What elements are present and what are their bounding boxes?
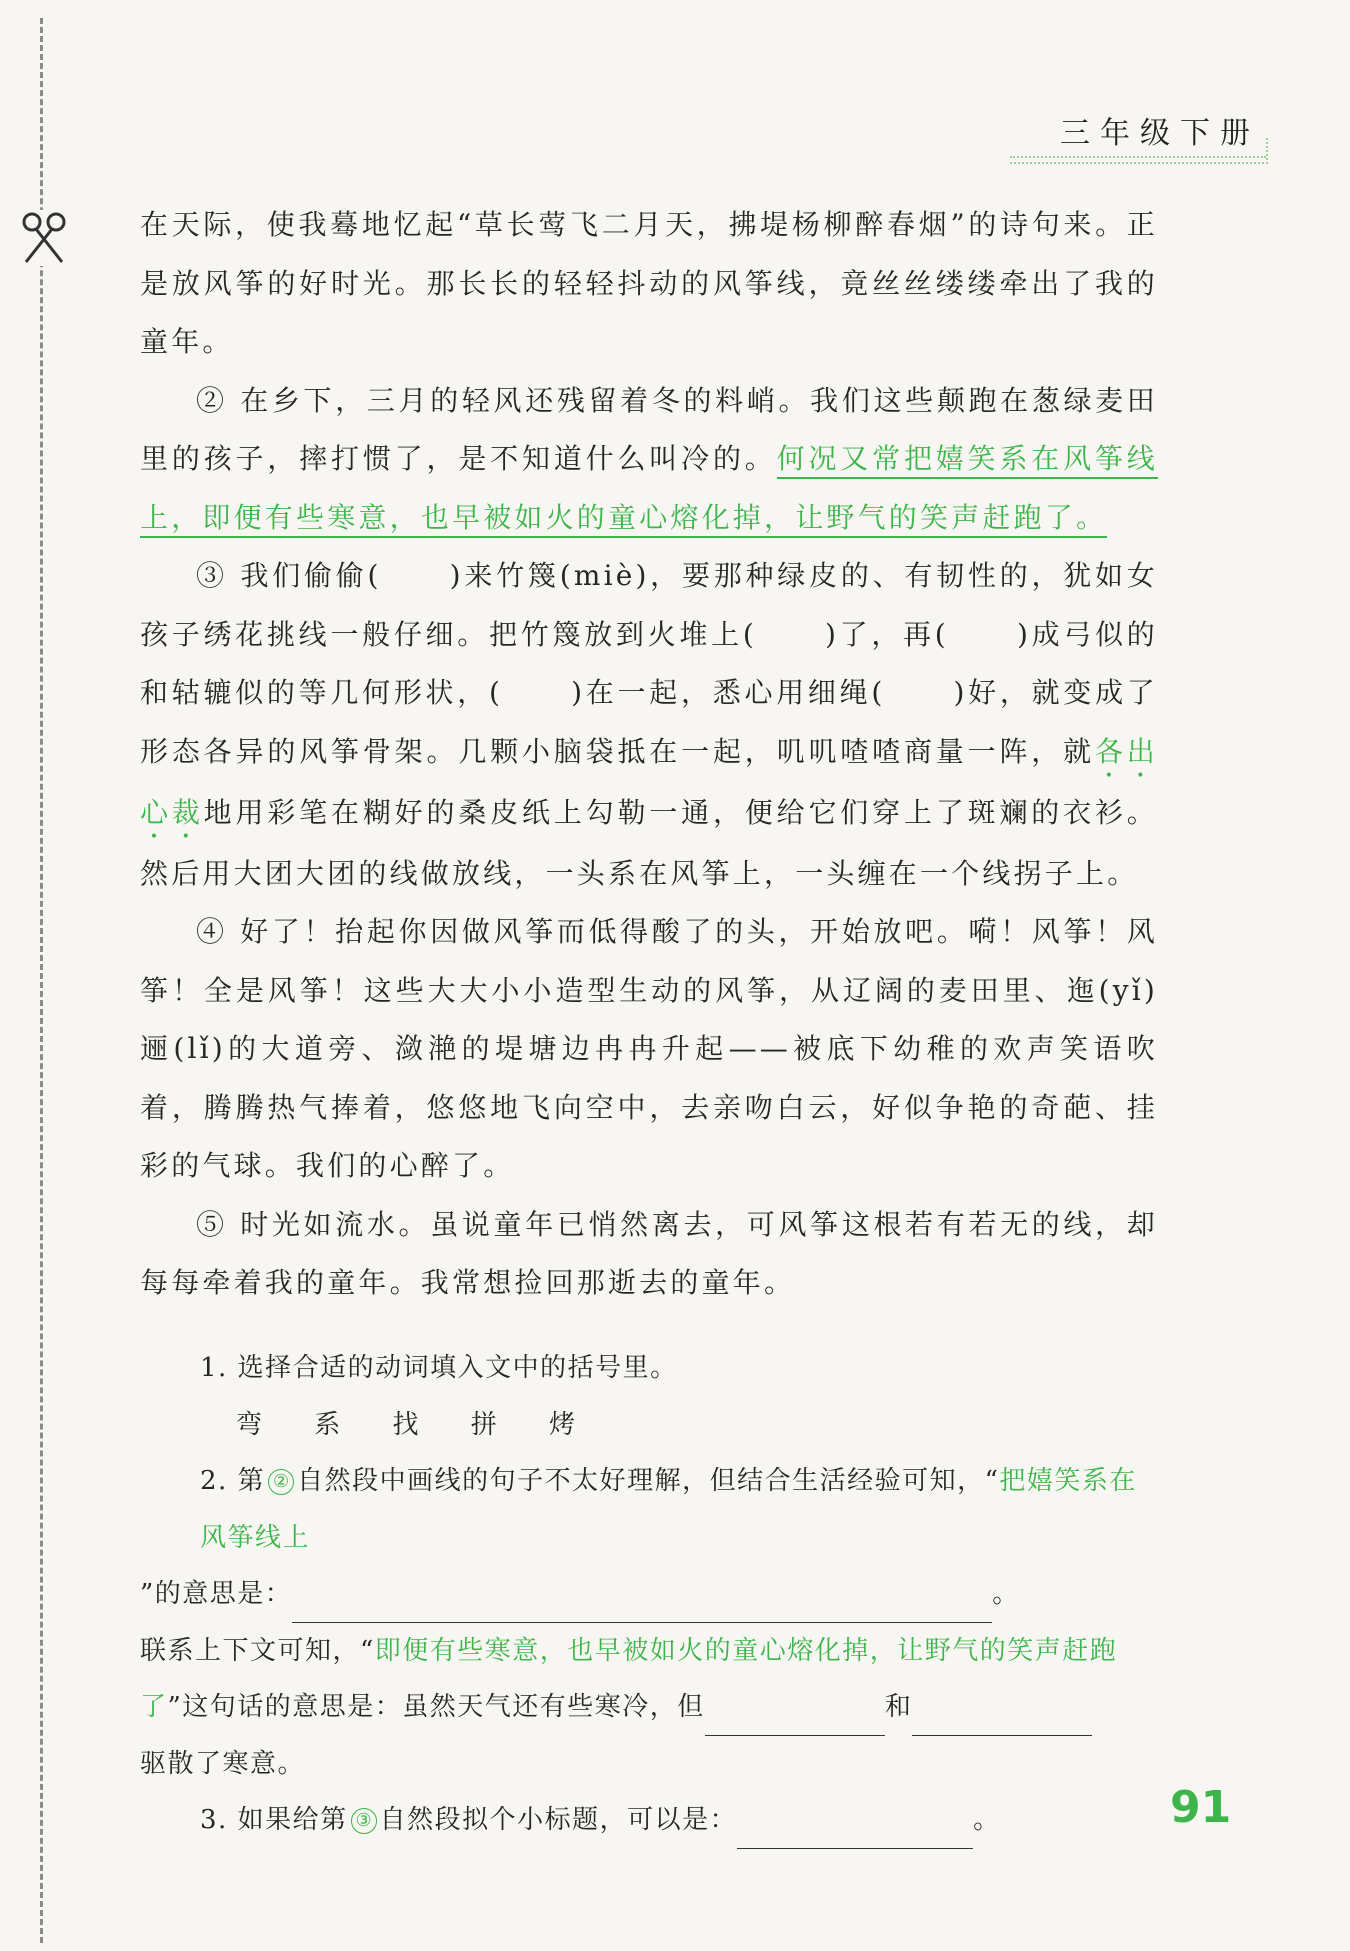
- question-2-text: ”这句话的意思是：虽然天气还有些寒冷，但: [167, 1692, 705, 1722]
- paragraph-3-text: )了，再(: [824, 617, 949, 651]
- paragraph-2: [140, 372, 1158, 548]
- grade-decoration: [1010, 138, 1268, 164]
- paragraph-3-text: )来竹篾(miè)，要那种绿皮的、有韧性的，犹如女孩子绣花挑线一般仔细。把竹篾放到火堆上(: [140, 559, 1158, 651]
- scissors-icon: [18, 210, 70, 266]
- question-3-text: 。: [973, 1805, 1001, 1835]
- question-3: [140, 1792, 1158, 1849]
- question-3-text: 自然段拟个小标题，可以是：: [379, 1805, 738, 1835]
- question-1: 1. 选择合适的动词填入文中的括号里。: [200, 1353, 678, 1383]
- answer-blank-1[interactable]: [292, 1586, 992, 1623]
- reading-passage: [140, 196, 1158, 1313]
- question-2-text: 联系上下文可知，“: [140, 1635, 375, 1666]
- paragraph-number-badge: ③: [351, 1808, 377, 1834]
- grade-decoration-line: [1010, 156, 1266, 158]
- paragraph-3-text: ③ 我们偷偷(: [196, 559, 382, 592]
- paragraph-3: [140, 547, 1158, 903]
- question-2-text: ”的意思是：: [140, 1579, 293, 1609]
- answer-blank-3[interactable]: [912, 1699, 1092, 1736]
- paragraph-2-text: ② 在乡下，三月的轻风还残留着冬的料峭。我们这些颠跑在葱绿麦田里的孩子，摔打惯了，是不知道什么叫冷的。: [140, 383, 1158, 475]
- paragraph-3-text: )好，就变成了形态各异的风筝骨架。几颗小脑袋抵在一起，叽叽喳喳商量一阵，就: [140, 676, 1158, 768]
- paragraph-3-text: 地用彩笔在糊好的桑皮纸上勾勒一通，便给它们穿上了斑斓的衣衫。然后用大团大团的线做放线，一头系在风筝上，一头缠在一个线拐子上。: [140, 795, 1158, 890]
- quoted-sentence: 即便有些寒意，也早被如火的童心熔化掉，让野气的笑声赶跑了: [140, 1635, 1118, 1722]
- question-2-text: 和: [884, 1692, 913, 1722]
- quoted-phrase: 把嬉笑系在风筝线上: [200, 1466, 1137, 1553]
- grade-label: 三年级下册: [1060, 116, 1260, 151]
- paragraph-3-text: )成弓似的和轱辘似的等几何形状，(: [140, 617, 1158, 709]
- word-bank: 弯 系 找 拼 烤: [236, 1409, 598, 1440]
- question-2-line-3: [140, 1623, 1158, 1736]
- page-number: 91: [1170, 1782, 1232, 1833]
- question-3-text: 3. 如果给第: [200, 1805, 348, 1835]
- paragraph-4: ④ 好了！抬起你因做风筝而低得酸了的头，开始放吧。嗬！风筝！风筝！全是风筝！这些大大小小造型生动的风筝，从辽阔的麦田里、迤(yǐ)逦(lǐ)的大道旁、潋滟的堤塘边冉冉升起——被底下幼稚的欢声笑语吹着，腾腾热气捧着，悠悠地飞向空中，去亲吻白云，好似争艳的奇葩、挂彩的气球。我们的心醉了。: [140, 915, 1158, 1182]
- emphasized-phrase: 各出心裁: [140, 734, 1158, 829]
- cut-line: [40, 18, 43, 1943]
- paragraph-3-text: )在一起，悉心用细绳(: [571, 676, 886, 709]
- question-2-line-4: 驱散了寒意。: [140, 1748, 306, 1779]
- underlined-sentence: 何况又常把嬉笑系在风筝线上，即便有些寒意，也早被如火的童心熔化掉，让野气的笑声赶跑了。: [140, 442, 1158, 538]
- question-2-line-2: [140, 1566, 1158, 1623]
- paragraph-1: 在天际，使我蓦地忆起“草长莺飞二月天，拂堤杨柳醉春烟”的诗句来。正是放风筝的好时光。那长长的轻轻抖动的风筝线，竟丝丝缕缕牵出了我的童年。: [140, 208, 1158, 358]
- paragraph-number-badge: ②: [268, 1469, 294, 1495]
- question-2: [140, 1453, 1158, 1566]
- paragraph-5: ⑤ 时光如流水。虽说童年已悄然离去，可风筝这根若有若无的线，却每每牵着我的童年。我常想捡回那逝去的童年。: [140, 1207, 1158, 1299]
- questions-section: [140, 1340, 1158, 1849]
- answer-blank-2[interactable]: [705, 1699, 885, 1736]
- answer-blank-4[interactable]: [737, 1812, 973, 1849]
- question-2-text: 2. 第: [200, 1466, 266, 1496]
- question-2-text: 。: [992, 1579, 1020, 1609]
- question-2-text: 自然段中画线的句子不太好理解，但结合生活经验可知，“: [297, 1466, 1000, 1496]
